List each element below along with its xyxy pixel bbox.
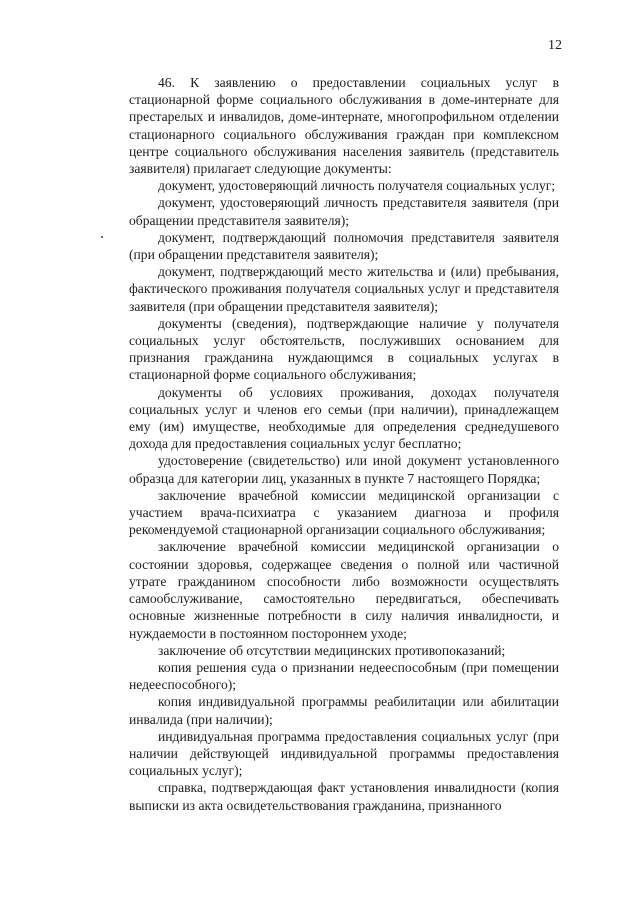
margin-mark xyxy=(101,236,103,238)
list-item: документ, удостоверяющий личность представителя заявителя (при обращении представителя заявителя); xyxy=(129,195,559,228)
list-item: индивидуальная программа предоставления социальных услуг (при наличии действующей индивидуальной программы предоставления социальных услуг); xyxy=(129,728,559,779)
list-item: заключение об отсутствии медицинских противопоказаний; xyxy=(158,642,506,658)
list-item: документы об условиях проживания, доходах получателя социальных услуг и членов его семьи (при наличии), принадлежащем ему (им) имуществе, необходимые для определения среднедушевого дохода для предоставления социальных услуг бесплатно; xyxy=(129,384,559,452)
list-item: заключение врачебной комиссии медицинской организации о состоянии здоровья, содержащее сведения о полной или частичной утрате гражданином способности либо возможности осуществлять самообслуживание, самостоятельно передвигаться, обеспечивать основные жизненные потребности в силу наличия инвалидности, и нуждаемости в постоянном постороннем уходе; xyxy=(129,539,559,641)
paragraph-46: 46. К заявлению о предоставлении социальных услуг в стационарной форме социального обслуживания в доме-интернате для престарелых и инвалидов, доме-интернате, многопрофильном отделении стационарного социального обслуживания граждан при комплексном центре социального обслуживания населения заявитель (представитель заявителя) прилагает следующие документы: xyxy=(129,75,559,177)
list-item: документ, подтверждающий полномочия представителя заявителя (при обращении представителя заявителя); xyxy=(129,229,559,263)
list-item: справка, подтверждающая факт установления инвалидности (копия выписки из акта освидетельствования гражданина, признанного xyxy=(129,780,559,813)
list-item: документ, удостоверяющий личность получателя социальных услуг; xyxy=(158,178,556,194)
list-item: копия решения суда о признании недееспособным (при помещении недееспособного); xyxy=(129,659,559,693)
list-item: копия индивидуальной программы реабилитации или абилитации инвалида (при наличии); xyxy=(129,694,559,727)
list-item: документы (сведения), подтверждающие наличие у получателя социальных услуг обстоятельств, послуживших основанием для признания гражданина нуждающимся в социальных услугах в стационарной форме социального обслуживания; xyxy=(129,315,559,383)
list-item: заключение врачебной комиссии медицинской организации с участием врача-психиатра с указанием диагноза и профиля рекомендуемой стационарной организации социального обслуживания; xyxy=(129,487,559,538)
list-item: документ, подтверждающий место жительства и (или) пребывания, фактического проживания получателя социальных услуг и представителя заявителя (при обращении представителя заявителя); xyxy=(129,264,559,314)
document-body xyxy=(129,74,559,814)
page-number: 12 xyxy=(548,38,562,53)
list-item: удостоверение (свидетельство) или иной документ установленного образца для категории лиц, указанных в пункте 7 настоящего Порядка; xyxy=(129,453,559,486)
